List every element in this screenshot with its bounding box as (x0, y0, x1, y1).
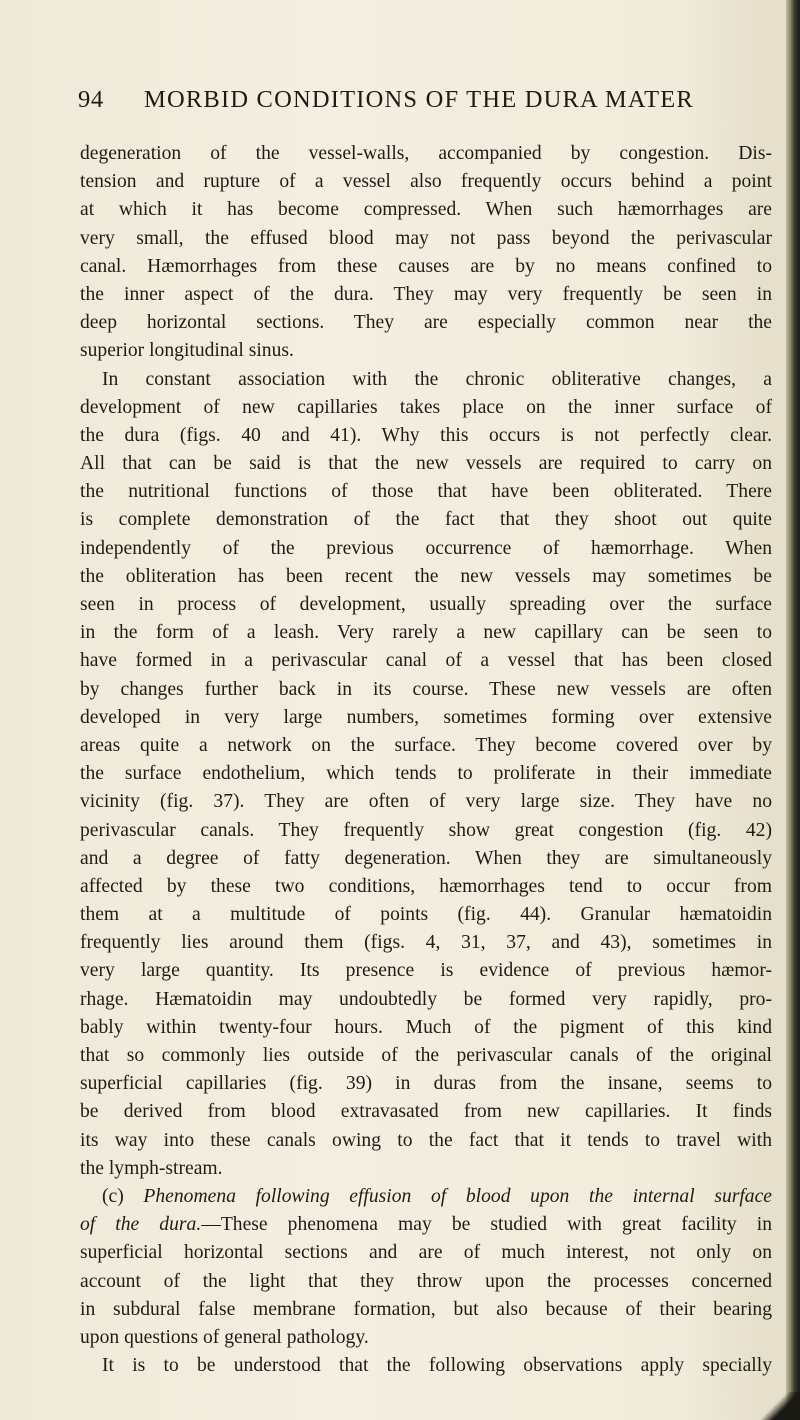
text-run: —These phenomena may be studied with great facility in (201, 1214, 773, 1236)
text-line: that so commonly lies outside of the perivascular canals of the original (80, 1045, 772, 1066)
text-line: by changes further back in its course. These new vessels are often (80, 678, 772, 700)
text-line (80, 1211, 772, 1239)
text-line: bably within twenty-four hours. Much of the pigment of this kind (80, 1016, 772, 1038)
text-line: at which it has become compressed. When such hæmorrhages are (80, 199, 772, 221)
text-line: rhage. Hæmatoidin may undoubtedly be formed very rapidly, pro- (80, 988, 772, 1010)
text-line: vicinity (fig. 37). They are often of very large size. They have no (80, 791, 772, 813)
text-line: development of new capillaries takes place on the inner surface of (80, 396, 772, 418)
page-number: 94 (78, 86, 104, 113)
body-text (80, 140, 772, 1380)
text-line: tension and rupture of a vessel also frequently occurs behind a point (80, 171, 772, 193)
text-line: perivascular canals. They frequently show great congestion (fig. 42) (80, 819, 772, 841)
section-label: (c) (102, 1185, 144, 1207)
text-line: affected by these two conditions, hæmorrhages tend to occur from (80, 875, 772, 897)
page-corner-shadow (760, 1392, 800, 1420)
text-line: superficial capillaries (fig. 39) in duras from the insane, seems to (80, 1073, 772, 1095)
text-line: account of the light that they throw upon the processes concerned (80, 1270, 772, 1292)
text-line: its way into these canals owing to the fact that it tends to travel with (80, 1129, 772, 1151)
page-header-title: MORBID CONDITIONS OF THE DURA MATER (144, 86, 694, 113)
section-title-italic: of the dura. (80, 1214, 202, 1236)
text-line: seen in process of development, usually spreading over the surface (80, 594, 772, 615)
text-line: very small, the effused blood may not pass beyond the perivascular (80, 227, 772, 249)
running-head (78, 86, 778, 120)
text-line: have formed in a perivascular canal of a vessel that has been closed (80, 650, 772, 672)
text-line: All that can be said is that the new vessels are required to carry on (80, 453, 772, 475)
text-line: independently of the previous occurrence of hæmorrhage. When (80, 537, 772, 559)
text-line: and a degree of fatty degeneration. When they are simultaneously (80, 847, 772, 869)
text-line: In constant association with the chronic obliterative changes, a (102, 368, 772, 390)
text-line: in the form of a leash. Very rarely a new capillary can be seen to (80, 622, 772, 644)
text-line: the surface endothelium, which tends to proliferate in their immediate (80, 763, 772, 785)
text-line: the inner aspect of the dura. They may very frequently be seen in (80, 283, 772, 305)
text-line: It is to be understood that the following observations apply specially (102, 1355, 772, 1377)
text-line: frequently lies around them (figs. 4, 31, 37, and 43), sometimes in (80, 932, 772, 954)
text-line: degeneration of the vessel-walls, accompanied by congestion. Dis- (80, 143, 772, 164)
section-title-italic: Phenomena following effusion of blood upon the internal surface (143, 1185, 772, 1207)
text-line: the lymph-stream. (80, 1157, 223, 1179)
text-line: the obliteration has been recent the new vessels may sometimes be (80, 565, 772, 587)
text-line: canal. Hæmorrhages from these causes are by no means confined to (80, 255, 772, 277)
text-line: deep horizontal sections. They are especially common near the (80, 312, 772, 334)
text-line: upon questions of general pathology. (80, 1326, 369, 1348)
text-line: very large quantity. Its presence is evidence of previous hæmor- (80, 960, 772, 982)
page-edge-shadow (786, 0, 800, 1420)
text-line: the nutritional functions of those that have been obliterated. There (80, 481, 772, 503)
text-line: areas quite a network on the surface. They become covered over by (80, 734, 772, 756)
text-line: them at a multitude of points (fig. 44). Granular hæmatoidin (80, 904, 772, 926)
text-line: is complete demonstration of the fact that they shoot out quite (80, 509, 772, 531)
text-line: in subdural false membrane formation, but also because of their bearing (80, 1298, 772, 1320)
text-line: superficial horizontal sections and are of much interest, not only on (80, 1242, 772, 1264)
text-line: superior longitudinal sinus. (80, 340, 294, 362)
text-line: developed in very large numbers, sometimes forming over extensive (80, 706, 772, 728)
section-heading-line (80, 1183, 772, 1211)
text-line: the dura (figs. 40 and 41). Why this occurs is not perfectly clear. (80, 424, 772, 446)
text-line: be derived from blood extravasated from new capillaries. It finds (80, 1101, 772, 1123)
